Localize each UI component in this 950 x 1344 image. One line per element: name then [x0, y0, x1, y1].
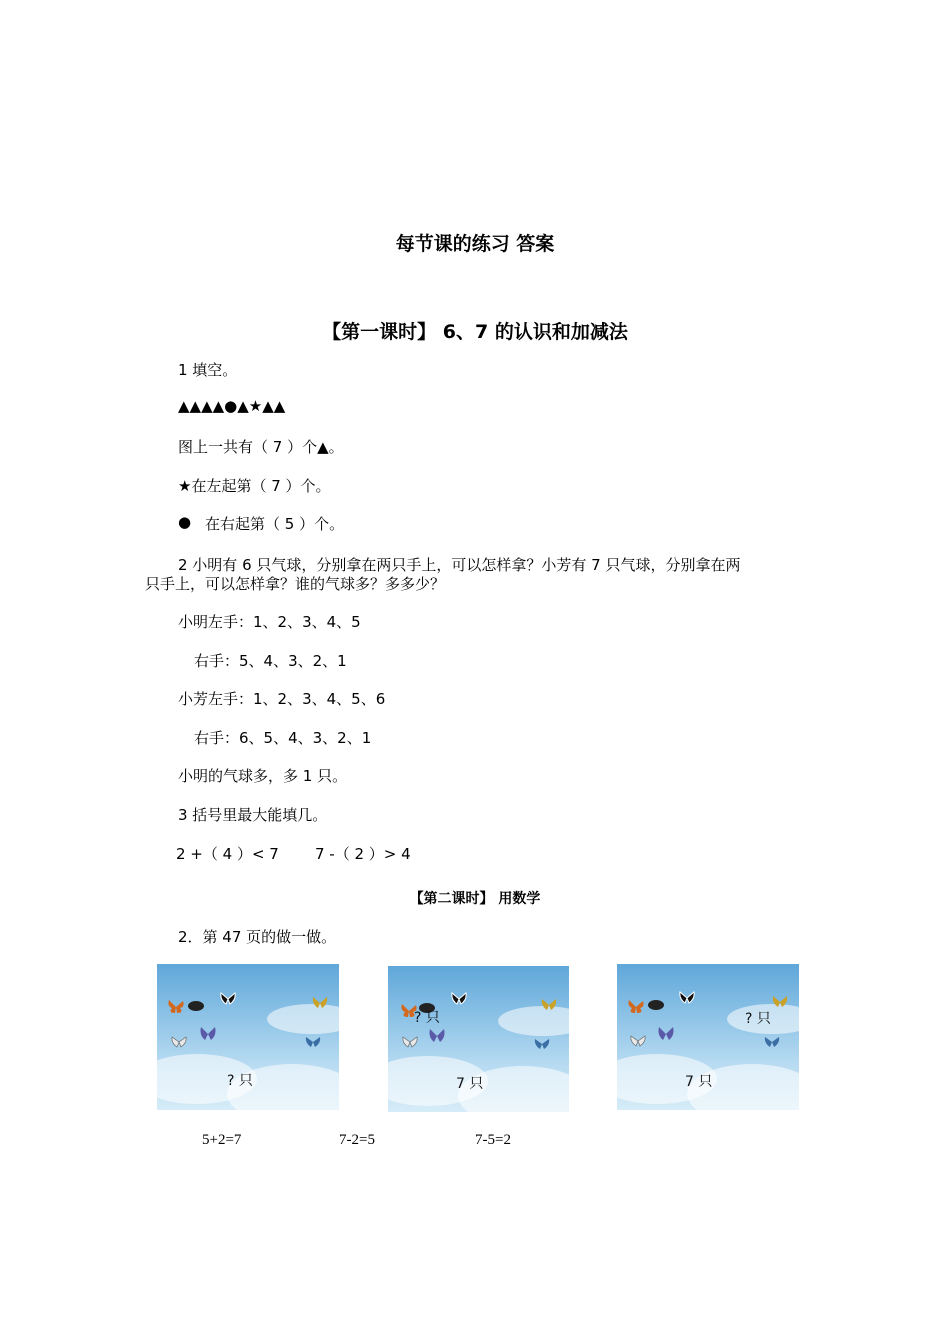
- q2-answer-3: 小芳左手：1、2、3、4、5、6: [178, 690, 386, 708]
- butterfly-icon: [220, 992, 236, 1006]
- butterfly-icon: [630, 1035, 646, 1047]
- butterfly-icon: [428, 1028, 446, 1044]
- q1-shapes: ▲▲▲▲●▲★▲▲: [178, 397, 286, 415]
- q2-prompt-line1: 2 小明有 6 只气球，分别拿在两只手上，可以怎样拿？小芳有 7 只气球，分别拿在两: [178, 556, 741, 574]
- lesson1-heading: 【第一课时】 6、7 的认识和加减法: [322, 321, 628, 343]
- butterfly-icon: [541, 998, 557, 1012]
- q2-prompt-line2: 只手上，可以怎样拿？谁的气球多？多多少？: [145, 575, 446, 593]
- q1-answer-1: 图上一共有（ 7 ）个▲。: [178, 438, 344, 456]
- picture-3-label-top: ? 只: [745, 1011, 771, 1027]
- butterfly-icon: [305, 1036, 321, 1048]
- butterfly-picture-2: [388, 966, 569, 1112]
- equation-2: 7-2=5: [339, 1132, 375, 1148]
- picture-2-label-top: ? 只: [414, 1010, 440, 1026]
- q3-prompt: 3 括号里最大能填几。: [178, 806, 328, 824]
- lesson2-q2-prompt: 2．第 47 页的做一做。: [178, 928, 337, 946]
- q2-answer-2: 右手：5、4、3、2、1: [194, 652, 347, 670]
- q1-answer-3: 在右起第（ 5 ）个。: [205, 515, 345, 533]
- equation-1: 5+2=7: [202, 1132, 242, 1148]
- butterfly-icon: [187, 999, 205, 1013]
- q1-answer-3-dot: ●: [178, 513, 192, 531]
- butterfly-picture-3: [617, 964, 799, 1110]
- butterfly-icon: [199, 1026, 217, 1042]
- butterfly-icon: [679, 991, 695, 1005]
- lesson2-heading: 【第二课时】 用数学: [409, 891, 541, 907]
- picture-2-label-bottom: 7 只: [456, 1076, 484, 1092]
- page-title: 每节课的练习 答案: [395, 233, 555, 255]
- butterfly-icon: [657, 1026, 675, 1042]
- butterfly-picture-1: [157, 964, 339, 1110]
- q2-answer-4: 右手：6、5、4、3、2、1: [194, 729, 372, 747]
- butterfly-icon: [772, 995, 788, 1009]
- picture-3-label-bottom: 7 只: [685, 1074, 713, 1090]
- butterfly-icon: [764, 1036, 780, 1048]
- q3-answer-2: 7 -（ 2 ）> 4: [315, 845, 411, 863]
- butterfly-icon: [627, 998, 645, 1016]
- q2-answer-5: 小明的气球多，多 1 只。: [178, 767, 348, 785]
- equation-3: 7-5=2: [475, 1132, 511, 1148]
- picture-1-label: ? 只: [227, 1073, 253, 1089]
- butterfly-icon: [534, 1038, 550, 1050]
- butterfly-icon: [167, 998, 185, 1016]
- butterfly-icon: [402, 1036, 418, 1048]
- butterfly-icon: [312, 996, 328, 1010]
- q1-prompt: 1 填空。: [178, 361, 238, 379]
- q1-answer-2: ★在左起第（ 7 ）个。: [178, 477, 331, 495]
- q3-answer-1: 2 +（ 4 ）< 7: [176, 845, 279, 863]
- q2-answer-1: 小明左手：1、2、3、4、5: [178, 613, 361, 631]
- butterfly-icon: [451, 992, 467, 1006]
- butterfly-icon: [647, 998, 665, 1012]
- butterfly-icon: [171, 1036, 187, 1048]
